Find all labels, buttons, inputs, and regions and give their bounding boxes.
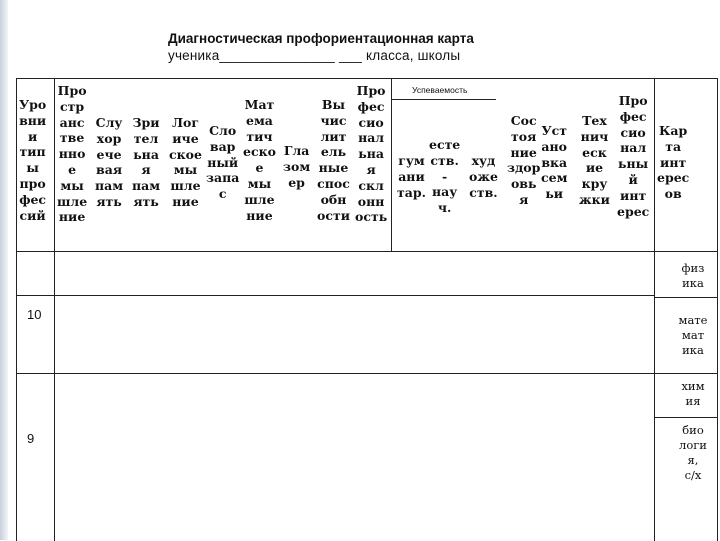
grid-line [654,79,655,541]
col-header-eye-estimation: Гла зом ер [283,143,311,190]
col-header-arts: худ оже ств. [469,153,498,200]
page-title: Диагностическая профориентационная карта [168,31,474,46]
subject-biology: био логи я, с/х [679,423,707,482]
subject-math: мате мат ика [678,313,708,357]
col-header-natural-sciences: есте ств. - нау ч. [429,137,461,216]
grid-line [17,295,654,296]
col-header-humanities: гум ани тар. [397,153,426,200]
col-header-spatial-thinking: Про стр анс тве нно е мы шле ние [57,83,88,225]
col-header-visual-memory: Зри тел ьна я пам ять [132,115,161,209]
grid-line [54,79,55,541]
col-header-health: Сос тоя ние здор овь я [507,113,541,207]
career-map-table [16,78,718,541]
col-header-professional-interest: Про фес сио нал ьны й инт ерес [617,93,650,219]
col-header-performance: Успеваемость [412,85,468,95]
scale-label-10: 10 [27,307,42,322]
grid-line [17,373,717,374]
subject-chemistry: хим ия [681,379,705,408]
page-subtitle: ученика_______________ ___ класса, школы [168,48,461,63]
col-header-family-attitude: Уст ано вка сем ьи [541,123,568,202]
col-header-levels: Уро вни и тип ы про фес сий [19,97,47,223]
col-header-tech-clubs: Тех нич еск ие кру жки [579,113,610,207]
grid-line [654,417,717,418]
grid-line [654,297,717,298]
col-header-vocabulary: Сло вар ный запа с [206,123,240,202]
col-header-professional-inclination: Про фес сио нал ьна я скл онн ость [355,83,388,225]
grid-line [391,99,496,100]
grid-line [391,79,392,251]
scale-label-9: 9 [27,431,35,446]
grid-line [17,251,717,252]
col-header-math-thinking: Мат ема тич еско е мы шле ние [243,97,276,223]
subject-physics: физ ика [681,261,705,290]
title-block [168,30,548,64]
col-header-auditory-memory: Слу хор ече вая пам ять [95,115,124,209]
col-header-logical-thinking: Лог иче ское мы шле ние [169,115,202,209]
slide-left-bar [0,0,8,540]
col-header-computing-abilities: Вы чис лит ель ные спос обн ости [317,97,350,223]
col-header-interest-map: Кар та инт ерес ов [657,123,690,202]
